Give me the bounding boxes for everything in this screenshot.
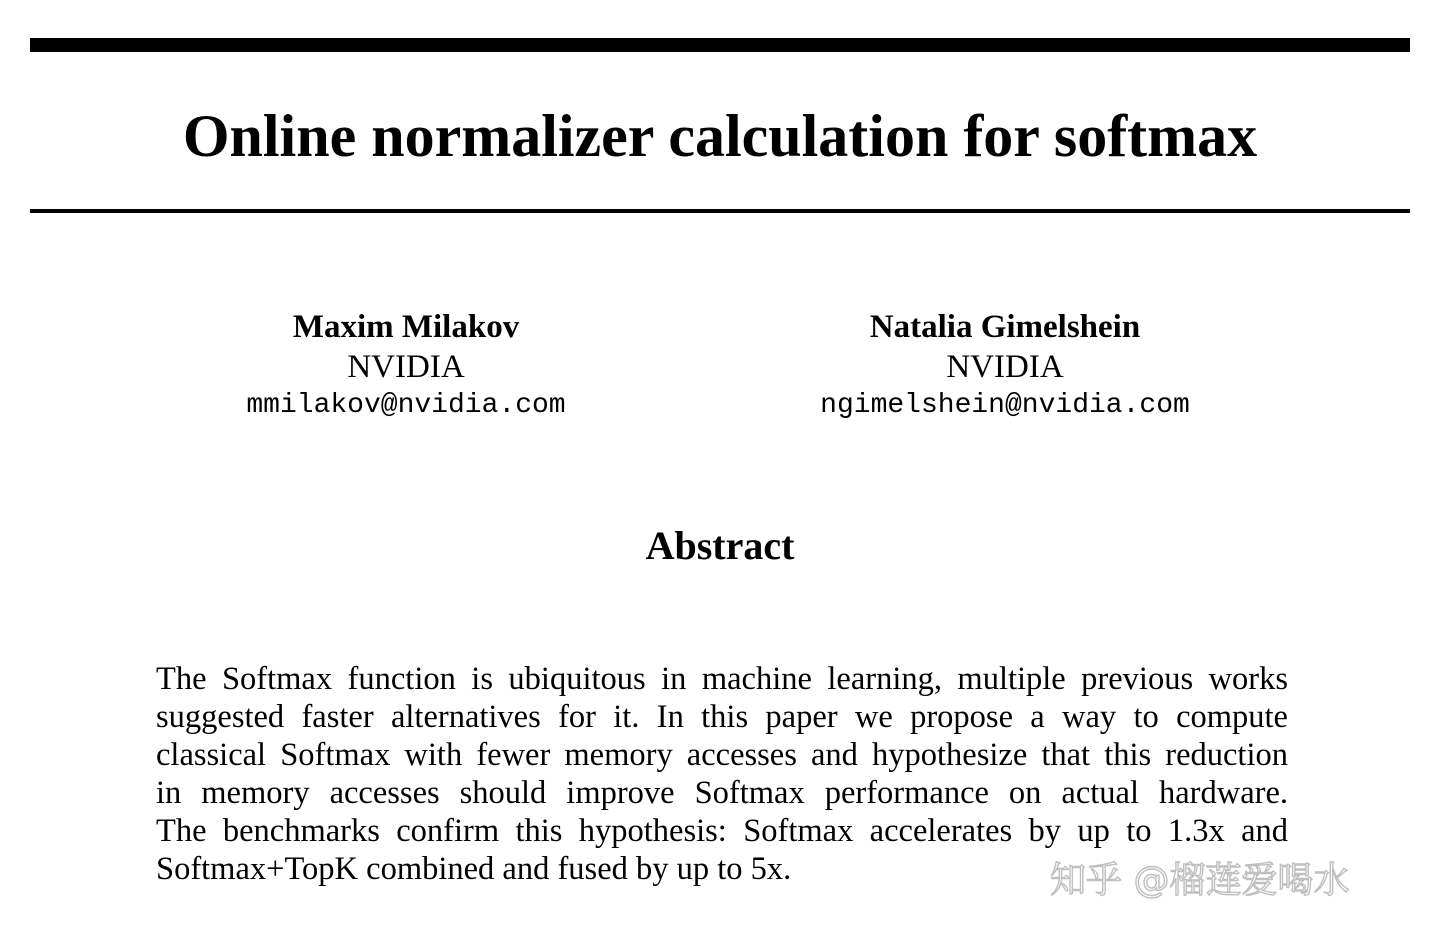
top-rule [30, 38, 1410, 52]
paper-title: Online normalizer calculation for softmax [182, 103, 1258, 169]
author-block-2 [725, 306, 1285, 426]
author-affiliation: NVIDIA [946, 349, 1064, 385]
abstract-heading: Abstract [645, 523, 795, 568]
author-email: mmilakov@nvidia.com [246, 390, 566, 421]
abstract-line: The Softmax function is ubiquitous in machine learning, multiple previous works [156, 661, 1288, 697]
title-bottom-rule [30, 209, 1410, 213]
author-affiliation: NVIDIA [347, 349, 465, 385]
abstract-line: suggested faster alternatives for it. In this paper we propose a way to compute [156, 699, 1288, 735]
abstract-line: classical Softmax with fewer memory accesses and hypothesize that this reduction [156, 737, 1288, 773]
author-name: Maxim Milakov [292, 309, 520, 345]
abstract-line: The benchmarks confirm this hypothesis: Softmax accelerates by up to 1.3x and [156, 813, 1288, 849]
watermark: 知乎 @榴莲爱喝水 [1050, 860, 1350, 901]
author-email: ngimelshein@nvidia.com [820, 390, 1190, 421]
abstract-line: in memory accesses should improve Softmax performance on actual hardware. [156, 775, 1288, 811]
author-block-1 [126, 306, 686, 426]
abstract-body [156, 660, 1288, 888]
author-name: Natalia Gimelshein [869, 309, 1141, 345]
abstract-line: Softmax+TopK combined and fused by up to 5x. [156, 851, 792, 887]
